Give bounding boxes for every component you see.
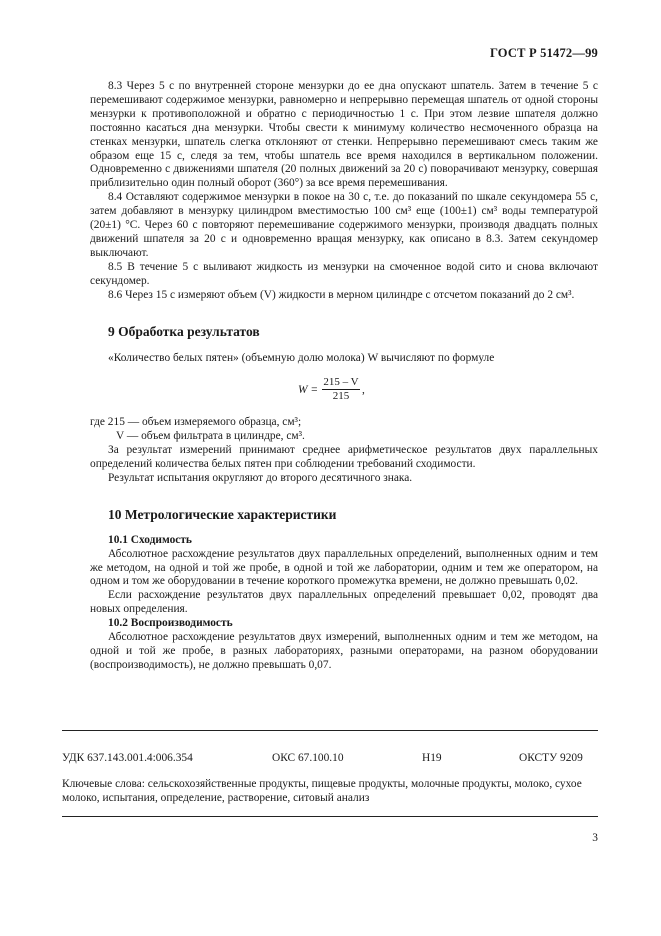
standard-header: ГОСТ Р 51472—99 bbox=[489, 46, 598, 60]
section-9-heading: 9 Обработка результатов bbox=[108, 323, 260, 339]
section-10-heading: 10 Метрологические характеристики bbox=[108, 506, 337, 522]
subsection-10-1-heading: 10.1 Сходимость bbox=[108, 533, 192, 546]
paragraph-8-4: 8.4 Оставляют содержимое мензурки в покое на 30 с, т.е. до показаний по шкале секундомера 55 с, затем добавляют в мензурку цилиндром вместимостью 100 см³ еще (100±1) см³ воды температурой (20±1) °С. Через 60 с повторяют перемешивание содержимого мензурки, производя двадцать полных движений шпателя за 20 с и одновременно вращая мензурку, как описано в 8.3. Затем секундомер выключают. bbox=[90, 191, 598, 259]
udk-code: УДК 637.143.001.4:006.354 bbox=[62, 752, 193, 764]
formula-fraction bbox=[322, 376, 360, 403]
page-number: 3 bbox=[592, 832, 598, 844]
paragraph-8-5: 8.5 В течение 5 с выливают жидкость из мензурки на смоченное водой сито и снова включают секундомер. bbox=[90, 260, 598, 287]
okstu-code: ОКСТУ 9209 bbox=[519, 752, 583, 764]
section-9-paragraph-1: За результат измерений принимают среднее арифметическое результатов двух параллельных определений количества белых пятен при соблюдении требований сходимости. bbox=[90, 444, 598, 471]
group-code: Н19 bbox=[422, 752, 442, 764]
subsection-10-2-heading: 10.2 Воспроизводимость bbox=[108, 617, 233, 630]
formula-trail: , bbox=[362, 384, 365, 397]
where-line-1: где 215 — объем измеряемого образца, см³; bbox=[90, 416, 302, 429]
formula-intro: «Количество белых пятен» (объемную долю молока) W вычисляют по формуле bbox=[108, 352, 495, 365]
paragraph-8-6: 8.6 Через 15 с измеряют объем (V) жидкости в мерном цилиндре с отсчетом показаний до 2 см³. bbox=[108, 288, 575, 301]
section-9-paragraph-2: Результат испытания округляют до второго десятичного знака. bbox=[108, 471, 413, 484]
where-line-2: V — объем фильтрата в цилиндре, см³. bbox=[116, 430, 305, 443]
footer-bottom-rule bbox=[62, 816, 598, 817]
formula-lhs: W = bbox=[298, 384, 319, 397]
paragraph-8-3: 8.3 Через 5 с по внутренней стороне мензурки до ее дна опускают шпатель. Затем в течение 5 с перемешивают содержимое мензурки, равномерно и непрерывно перемещая шпатель от одной стороны мензурки к противоположной и обратно с периодичностью 1 с. При этом лезвие шпателя должно постоянно касаться дна мензурки. Чтобы свести к минимуму количество несмоченного образца на стенках мензурки, шпатель слегка отклоняют от стенки. Непрерывно перемешивают смесь таким же образом еще 15 с, следя за тем, чтобы шпатель все время находился в вертикальном положении. Одновременно с движениями шпателя (20 полных движений за 20 с) поворачивают мензурку, совершая приблизительно один полный оборот (360°) за все время перемешивания. bbox=[90, 80, 598, 190]
formula-numerator: 215 – V bbox=[323, 376, 359, 389]
oks-code: ОКС 67.100.10 bbox=[272, 752, 344, 764]
keywords: Ключевые слова: сельскохозяйственные продукты, пищевые продукты, молочные продукты, молоко, сухое молоко, испытания, определение, растворение, ситовый анализ bbox=[62, 778, 582, 804]
subsection-10-1-paragraph-1: Абсолютное расхождение результатов двух параллельных определений, выполненных одним и тем же методом, на одной и той же пробе, в одной и той же лаборатории, одним и тем же оператором, на одном и том же оборудовании в течение короткого промежутка времени, не должно превышать 0,02. bbox=[90, 547, 598, 588]
subsection-10-1-paragraph-2: Если расхождение результатов двух параллельных определений превышает 0,02, проводят два новых определения. bbox=[90, 589, 598, 616]
subsection-10-2-paragraph-1: Абсолютное расхождение результатов двух измерений, выполненных одним и тем же методом, на одной и той же пробе, в разных лабораториях, разными операторами, на разном оборудовании (воспроизводимость), не должно превышать 0,07. bbox=[90, 631, 598, 671]
footer-top-rule bbox=[62, 730, 598, 731]
formula-denominator: 215 bbox=[332, 390, 350, 403]
document-body bbox=[90, 80, 598, 673]
formula bbox=[90, 376, 598, 410]
